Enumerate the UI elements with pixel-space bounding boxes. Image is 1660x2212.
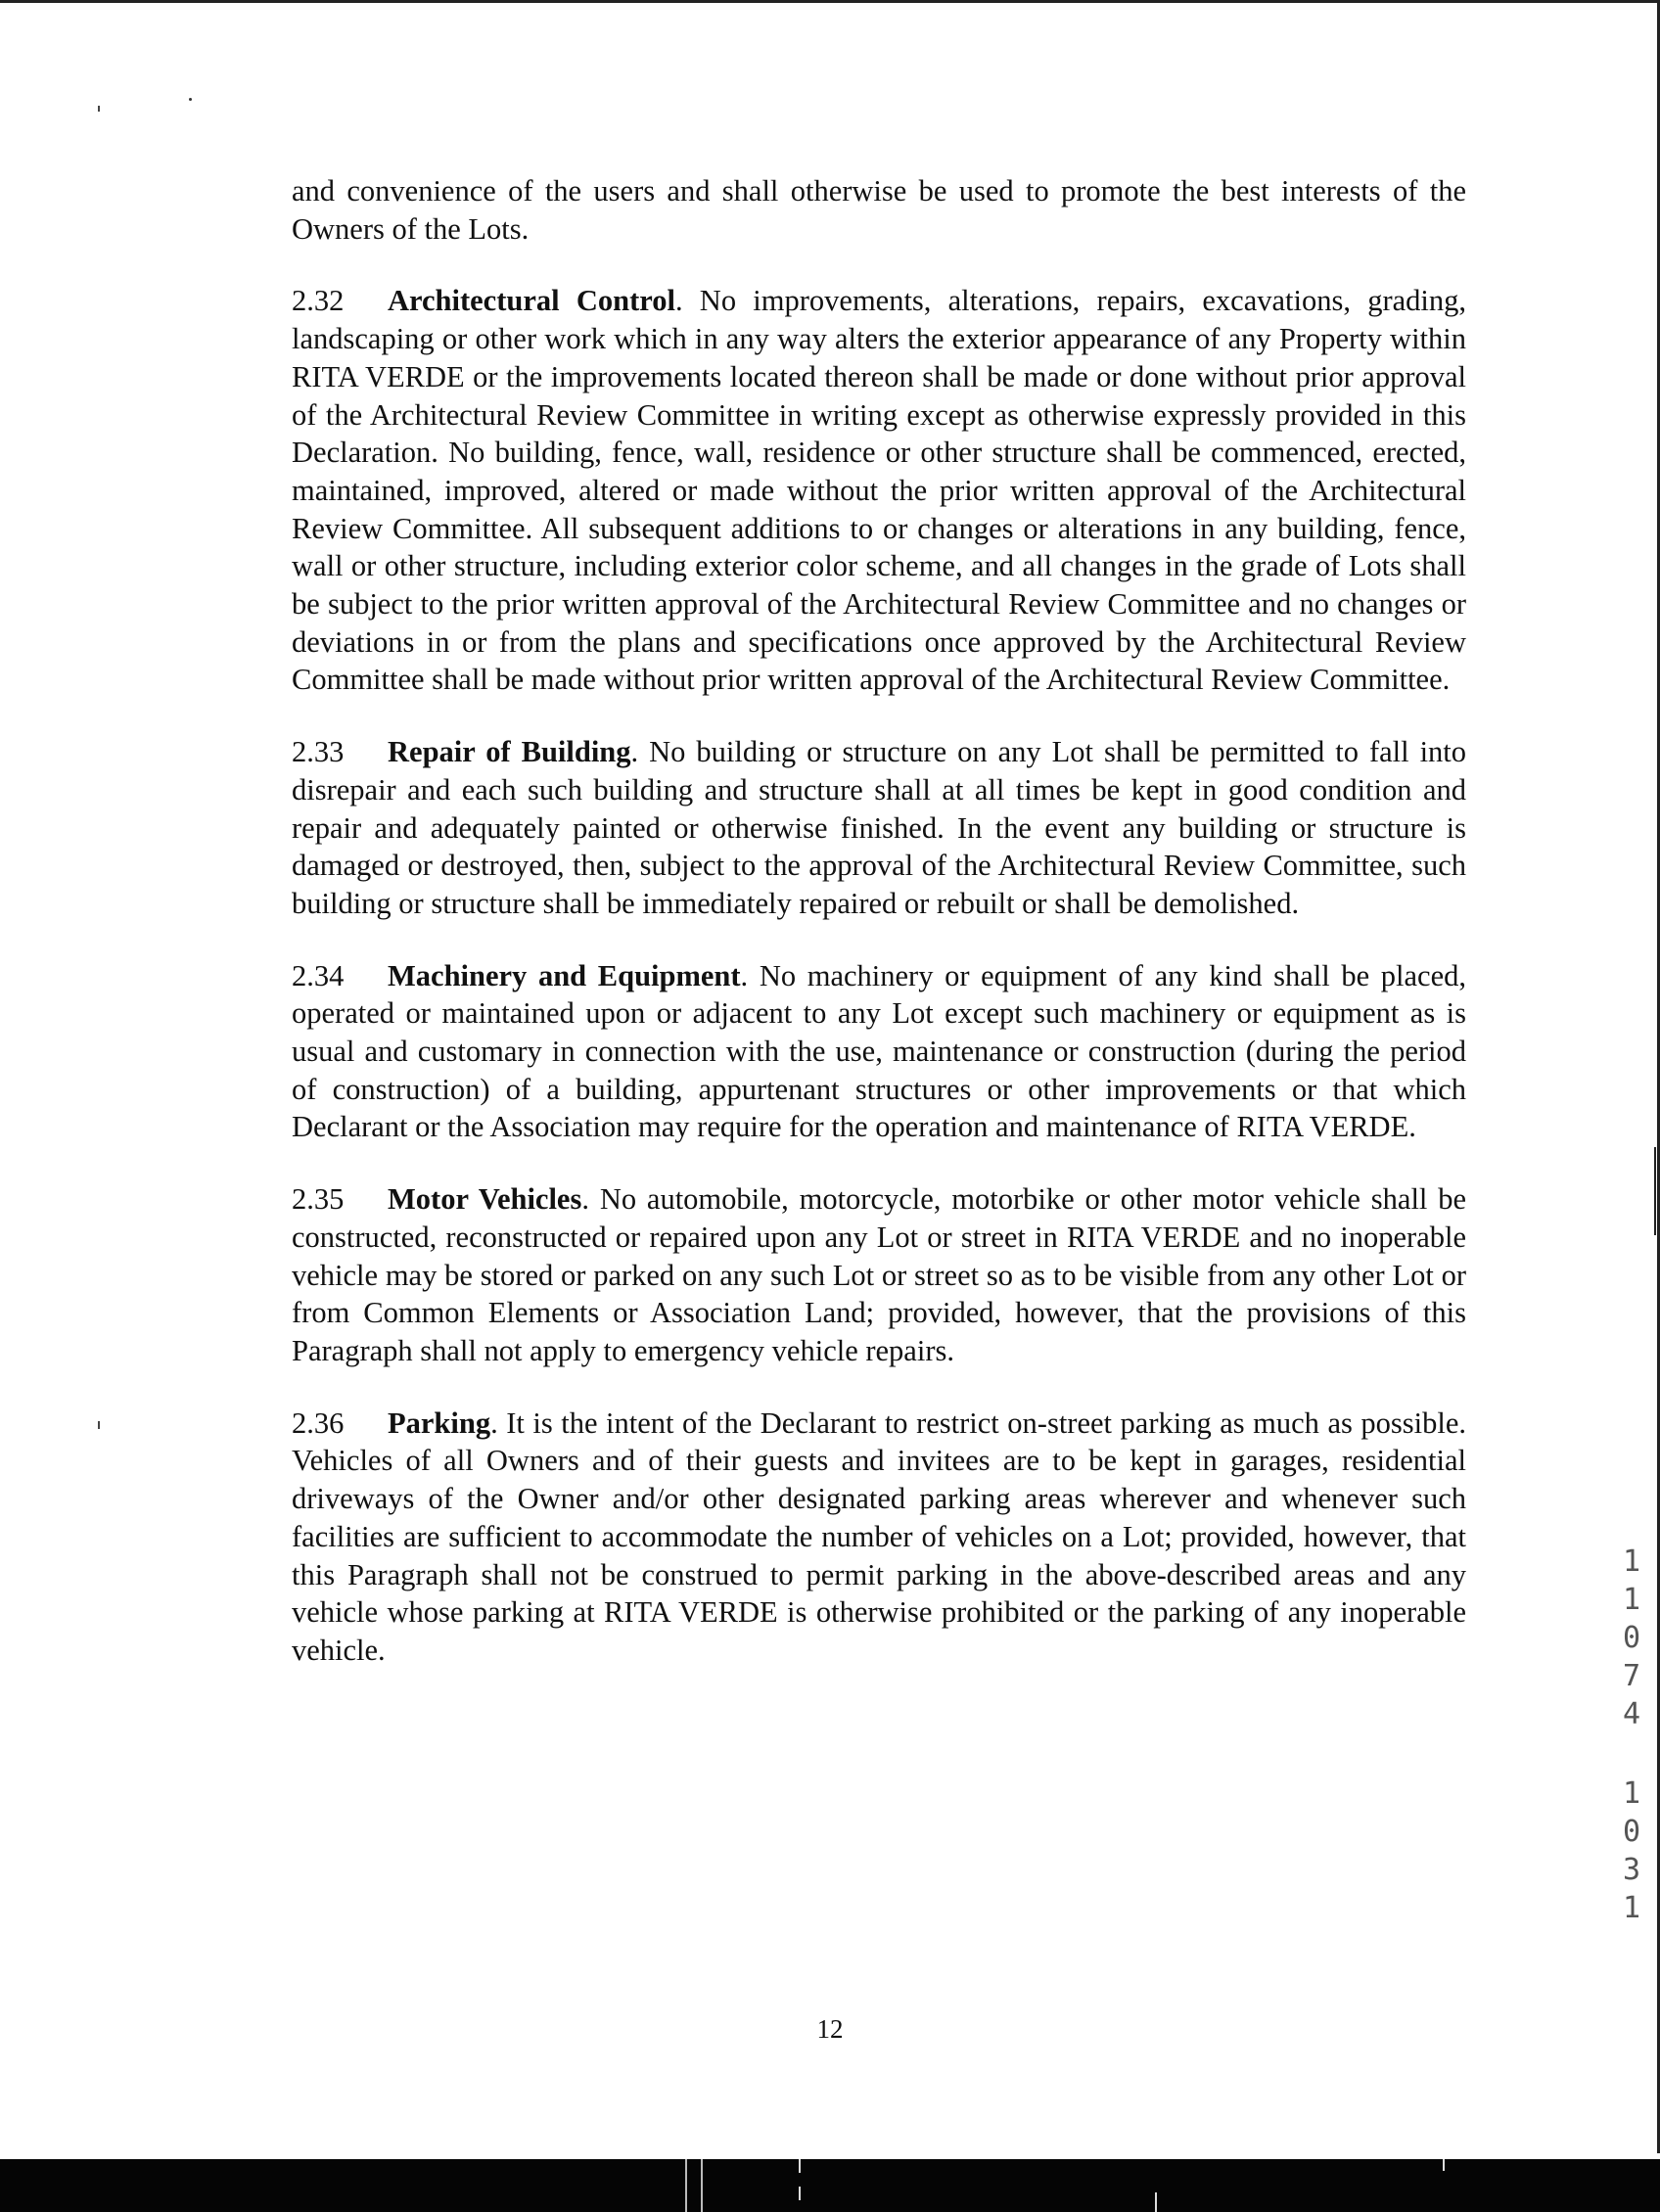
- scan-mark: [98, 1421, 100, 1429]
- section-heading: Machinery and Equipment: [388, 958, 741, 992]
- section-number: 2.34: [292, 958, 345, 992]
- paragraph-intro: [292, 172, 1466, 248]
- section-body: No building or structure on any Lot shall be permitted to fall into disrepair and each such building and structure shall at all times be kept in good condition and repair and adequately painted or otherwise finished. In the event any building or structure is damaged or destroyed, then, subject to the approval of the Architectural Review Committee, such building or structure shall be immediately repaired or rebuilt or shall be demolished.: [292, 735, 1467, 920]
- stamp-digit: 3: [1622, 1853, 1641, 1887]
- section-heading: Architectural Control: [388, 284, 675, 318]
- scan-tick: [1443, 2159, 1445, 2171]
- section-body: It is the intent of the Declarant to restrict on-street parking as much as possible. Vehicles of all Owners and of their guests and invitees are to be kept in garages, residential driveways of the Owner and/or other designated parking areas wherever and whenever such facilities are sufficient to accommodate the number of vehicles on a Lot; provided, however, that this Paragraph shall not be construed to permit parking in the above-described areas and any vehicle whose parking at RITA VERDE is otherwise prohibited or the parking of any inoperable vehicle.: [292, 1406, 1466, 1667]
- stamp-digit: 1: [1622, 1776, 1641, 1811]
- section-body: No improvements, alterations, repairs, excavations, grading, landscaping or other work which in any way alters the exterior appearance of any Property within RITA VERDE or the improvements located thereon shall be made or done without prior approval of the Architectural Review Committee in writing except as otherwise expressly provided in this Declaration. No building, fence, wall, residence or other structure shall be commenced, erected, maintained, improved, altered or made without the prior written approval of the Architectural Review Committee. All subsequent additions to or changes or alterations in any building, fence, wall or other structure, including exterior color scheme, and all changes in the grade of Lots shall be subject to the prior written approval of the Architectural Review Committee and no changes or deviations in or from the plans and specifications once approved by the Architectural Review Committee shall be made without prior written approval of the Architectural Review Committee.: [292, 284, 1466, 697]
- scan-tick: [1155, 2192, 1157, 2212]
- page-number: 12: [816, 2014, 844, 2044]
- section-body: No machinery or equipment of any kind shall be placed, operated or maintained upon or adjacent to any Lot except such machinery or equipment as is usual and customary in connection with the use, maintenance or construction (during the period of construction) of a building, appurtenant structures or other improvements or that which Declarant or the Association may require for the operation and maintenance of RITA VERDE.: [292, 958, 1467, 1144]
- scan-tick: [799, 2159, 801, 2173]
- section-body: No automobile, motorcycle, motorbike or other motor vehicle shall be constructed, reconstructed or repaired upon any Lot or street in RITA VERDE and no inoperable vehicle may be stored or parked on any such Lot or street so as to be visible from any other Lot or from Common Elements or Association Land; provided, however, that the provisions of this Paragraph shall not apply to emergency vehicle repairs.: [292, 1182, 1467, 1367]
- stamp-digit: 0: [1622, 1815, 1641, 1849]
- section-heading: Parking: [388, 1406, 491, 1440]
- stamp-digit: 1: [1622, 1583, 1641, 1617]
- section-2-34: 2.34 Machinery and Equipment. No machinery or equipment of any kind shall be placed, operated or maintained upon or adjacent to any Lot except such machinery or equipment as is usual and customary in connection with the use, maintenance or construction (during the period of construction) of a building, appurtenant structures or other improvements or that which Declarant or the Association may require for the operation and maintenance of RITA VERDE.: [292, 958, 1467, 1144]
- paragraph-text: and convenience of the users and shall otherwise be used to promote the best interests of the Owners of the Lots.: [292, 174, 1466, 246]
- stamp-gap: [1617, 1733, 1646, 1774]
- recording-stamp: [1617, 1543, 1646, 1927]
- scan-tick: [799, 2187, 801, 2200]
- section-number: 2.36: [292, 1406, 345, 1440]
- scan-tick: [701, 2159, 703, 2212]
- scan-speck: [189, 98, 192, 101]
- stamp-digit: 4: [1622, 1697, 1641, 1731]
- scan-mark: [98, 106, 100, 112]
- page-edge-top: [0, 0, 1660, 3]
- stamp-digit: 1: [1622, 1891, 1641, 1925]
- section-2-32: 2.32 Architectural Control. No improvements, alterations, repairs, excavations, grading, landscaping or other work which in any way alters the exterior appearance of any Property within RITA VERDE or the improvements located thereon shall be made or done without prior approval of the Architectural Review Committee in writing except as otherwise expressly provided in this Declaration. No building, fence, wall, residence or other structure shall be commenced, erected, maintained, improved, altered or made without the prior written approval of the Architectural Review Committee. All subsequent additions to or changes or alterations in any building, fence, wall or other structure, including exterior color scheme, and all changes in the grade of Lots shall be subject to the prior written approval of the Architectural Review Committee and no changes or deviations in or from the plans and specifications once approved by the Architectural Review Committee shall be made without prior written approval of the Architectural Review Committee.: [292, 284, 1466, 697]
- stamp-digit: 7: [1622, 1659, 1641, 1693]
- stamp-digit: 1: [1622, 1544, 1641, 1579]
- section-heading: Motor Vehicles: [388, 1182, 582, 1217]
- section-number: 2.33: [292, 735, 345, 769]
- section-number: 2.35: [292, 1182, 345, 1217]
- section-2-35: 2.35 Motor Vehicles. No automobile, motorcycle, motorbike or other motor vehicle shall be constructed, reconstructed or repaired upon any Lot or street in RITA VERDE and no inoperable vehicle may be stored or parked on any such Lot or street so as to be visible from any other Lot or from Common Elements or Association Land; provided, however, that the provisions of this Paragraph shall not apply to emergency vehicle repairs.: [292, 1182, 1467, 1367]
- section-number: 2.32: [292, 284, 345, 318]
- section-heading: Repair of Building: [388, 735, 631, 769]
- scan-bottom-bar: [0, 2159, 1660, 2212]
- scan-tick: [685, 2159, 687, 2212]
- section-2-33: 2.33 Repair of Building. No building or structure on any Lot shall be permitted to fall into disrepair and each such building and structure shall at all times be kept in good condition and repair and adequately painted or otherwise finished. In the event any building or structure is damaged or destroyed, then, subject to the approval of the Architectural Review Committee, such building or structure shall be immediately repaired or rebuilt or shall be demolished.: [292, 735, 1467, 920]
- scan-edge-mark: [1654, 1147, 1656, 1235]
- stamp-digit: 0: [1622, 1621, 1641, 1655]
- document-body: [292, 172, 1466, 1704]
- section-2-36: 2.36 Parking. It is the intent of the Declarant to restrict on-street parking as much as possible. Vehicles of all Owners and of their guests and invitees are to be kept in garages, residential driveways of the Owner and/or other designated parking areas wherever and whenever such facilities are sufficient to accommodate the number of vehicles on a Lot; provided, however, that this Paragraph shall not be construed to permit parking in the above-described areas and any vehicle whose parking at RITA VERDE is otherwise prohibited or the parking of any inoperable vehicle.: [292, 1406, 1466, 1667]
